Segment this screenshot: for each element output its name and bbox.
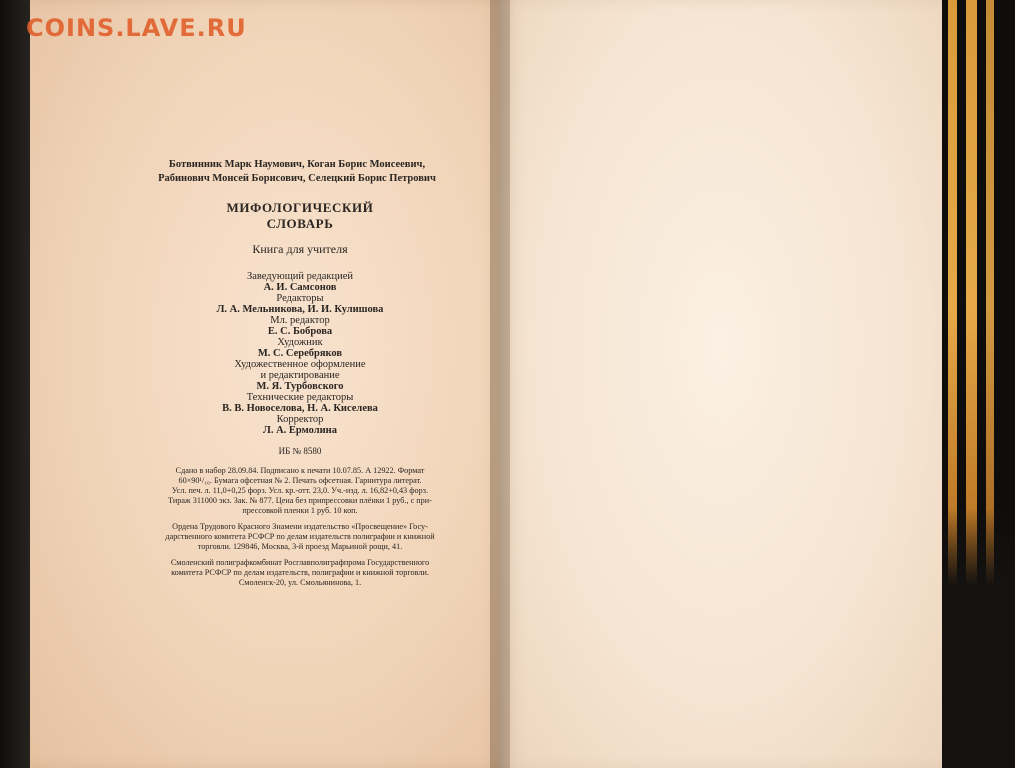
credit-person: Е. С. Боброва [267, 326, 333, 337]
printer-info [150, 558, 450, 588]
credit-role: Технические редакторы [246, 392, 354, 403]
credit-role: Мл. редактор [270, 315, 330, 326]
title-line: МИФОЛОГИЧЕСКИЙ [226, 200, 374, 215]
print-specs [150, 466, 450, 516]
credit-role: Художник [277, 337, 323, 348]
credit-role: Художественное оформление [234, 359, 366, 370]
authors-line: Ботвинник Марк Наумович, Коган Борис Моисеевич, [168, 159, 426, 170]
credit-role: Корректор [276, 414, 324, 425]
ib-number: ИБ № 8580 [278, 446, 322, 456]
cover-shadow [940, 508, 1015, 768]
publisher-line: дарственного комитета РСФСР по делам издательств полиграфии и книжной [165, 532, 435, 541]
print-specs-line: Тираж 311000 экз. Зак. № 877. Цена без припрессовки плёнки 1 руб., с при- [168, 496, 432, 505]
authors-line: Рабинович Монсей Борисович, Селецкий Борис Петрович [158, 173, 436, 184]
credit-person: В. В. Новоселова, Н. А. Киселева [222, 403, 378, 414]
printer-line: Смоленск-20, ул. Смольянинова, 1. [238, 578, 362, 587]
printer-line: Смоленский полиграфкомбинат Росглавполиграфпрома Государственного [170, 558, 430, 567]
credit-person: Л. А. Ермолина [263, 425, 337, 436]
authors [132, 158, 462, 186]
book-title [140, 200, 460, 232]
credit-person: Л. А. Мельникова, И. И. Кулишова [216, 304, 384, 315]
publisher-line: торговли. 129846, Москва, 3-й проезд Марьиной рощи, 41. [197, 542, 403, 551]
credit-person: М. Я. Турбовского [256, 381, 344, 392]
publisher-line: Ордена Трудового Красного Знамени издательство «Просвещение» Госу- [172, 522, 428, 531]
print-specs-line: Усл. печ. л. 11,0+0,25 форз. Усл. кр.-отт. 23,0. Уч.-изд. л. 16,82+0,43 форз. [171, 486, 429, 495]
imprint-block [140, 158, 460, 588]
print-specs-line: 60×90¹/₁₆. Бумага офсетная № 2. Печать офсетная. Гарнитура литерат. [178, 476, 422, 485]
printer-line: комитета РСФСР по делам издательств, полиграфии и книжной торговли. [171, 568, 429, 577]
right-cover-edge [940, 0, 1015, 768]
credit-role: и редактирование [260, 370, 340, 381]
print-specs-line: прессовкой пленки 1 руб. 10 коп. [242, 506, 358, 515]
publisher-info [150, 522, 450, 552]
print-specs-line: Сдано в набор 28.09.84. Подписано к печати 10.07.85. А 12922. Формат [175, 466, 425, 475]
title-line: СЛОВАРЬ [266, 216, 334, 231]
credit-role: Заведующий редакцией [246, 271, 354, 282]
right-page [500, 0, 942, 768]
credit-person: М. С. Серебряков [257, 348, 343, 359]
left-cover-edge [0, 0, 34, 768]
site-watermark: COINS.LAVE.RU [26, 14, 247, 42]
credit-role: Редакторы [276, 293, 324, 304]
book-spine [490, 0, 510, 768]
credit-person: А. И. Самсонов [263, 282, 337, 293]
credits-list [140, 271, 460, 436]
book-subtitle: Книга для учителя [252, 242, 348, 256]
